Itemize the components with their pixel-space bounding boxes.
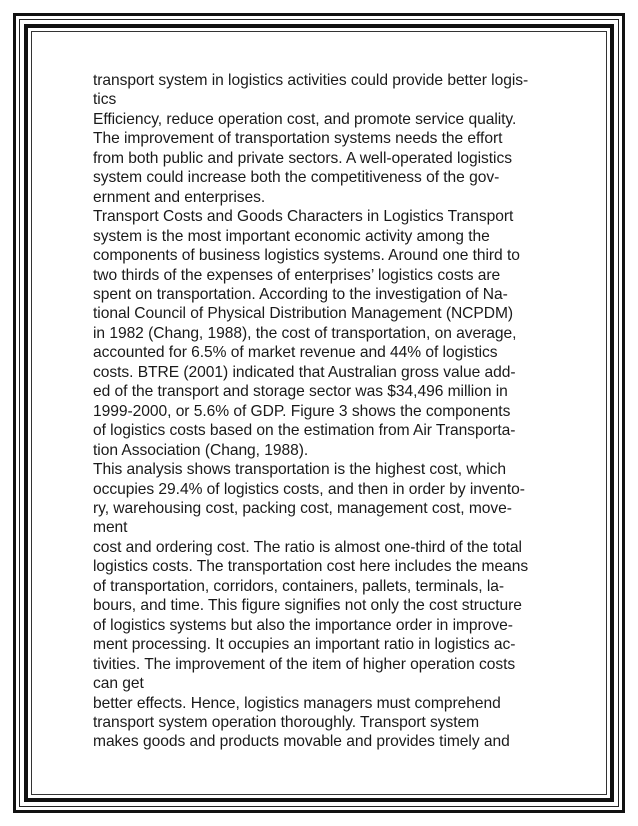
text-line: from both public and private sectors. A well-operated logistics (93, 149, 512, 167)
text-line: costs. BTRE (2001) indicated that Australian gross value add- (93, 363, 516, 381)
text-line: system is the most important economic activity among the (93, 227, 490, 245)
text-line: ernment and enterprises. (93, 188, 266, 206)
text-line: transport system operation thoroughly. Transport system (93, 713, 480, 731)
text-line: transport system in logistics activities could provide better logis- (93, 72, 529, 89)
text-line: in 1982 (Chang, 1988), the cost of transportation, on average, (93, 324, 517, 342)
text-line: logistics costs. The transportation cost here includes the means (93, 558, 529, 576)
text-line: accounted for 6.5% of market revenue and 44% of logistics (93, 344, 498, 362)
text-line: two thirds of the expenses of enterprises’ logistics costs are (93, 266, 501, 284)
text-line: ed of the transport and storage sector was $34,496 million in (93, 383, 508, 401)
text-line: ment (93, 519, 128, 537)
text-line: of transportation, corridors, containers, pallets, terminals, la- (93, 577, 505, 595)
text-line: spent on transportation. According to the investigation of Na- (93, 285, 508, 303)
text-line: components of business logistics systems. Around one third to (93, 247, 520, 265)
text-line: bours, and time. This figure signifies not only the cost structure (93, 597, 522, 615)
text-line: can get (93, 675, 144, 693)
text-line: This analysis shows transportation is the highest cost, which (93, 461, 506, 479)
text-line: Efficiency, reduce operation cost, and promote service quality. (93, 110, 517, 128)
body-text (93, 71, 573, 752)
text-line: tics (93, 91, 117, 109)
text-line: of logistics systems but also the importance order in improve- (93, 616, 513, 634)
text-line: better effects. Hence, logistics managers must comprehend (93, 694, 501, 712)
text-line: makes goods and products movable and provides timely and (93, 733, 510, 751)
text-line: cost and ordering cost. The ratio is almost one-third of the total (93, 538, 522, 556)
text-line: of logistics costs based on the estimation from Air Transporta- (93, 422, 516, 440)
text-line: tivities. The improvement of the item of higher operation costs (93, 655, 516, 673)
text-line: tion Association (Chang, 1988). (93, 441, 309, 459)
text-line: occupies 29.4% of logistics costs, and then in order by invento- (93, 480, 525, 498)
text-line: system could increase both the competitiveness of the gov- (93, 169, 500, 187)
text-line: tional Council of Physical Distribution Management (NCPDM) (93, 305, 514, 323)
text-line: ry, warehousing cost, packing cost, management cost, move- (93, 499, 512, 517)
text-line: The improvement of transportation systems needs the effort (93, 130, 503, 148)
text-line: 1999-2000, or 5.6% of GDP. Figure 3 shows the components (93, 402, 511, 420)
text-line: ment processing. It occupies an important ratio in logistics ac- (93, 636, 516, 654)
text-line: Transport Costs and Goods Characters in Logistics Transport (93, 208, 514, 226)
